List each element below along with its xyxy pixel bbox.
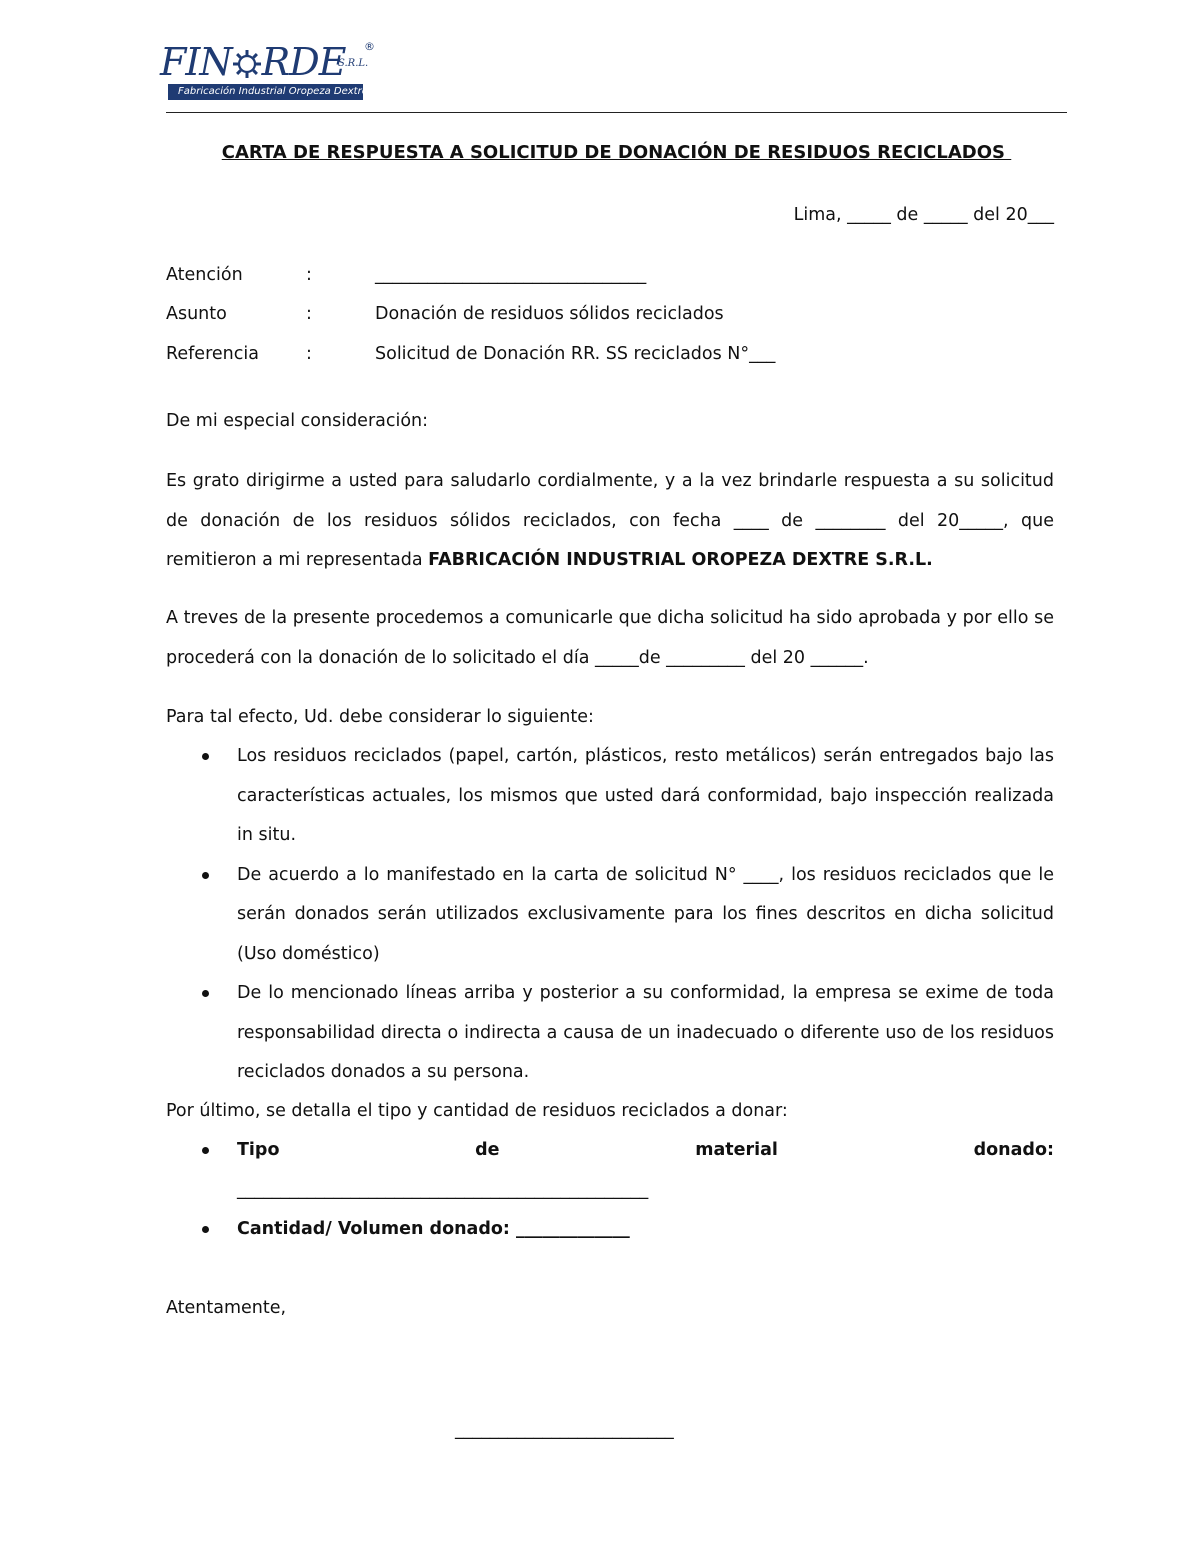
logo-tagline: Fabricación Industrial Oropeza Dextre	[168, 84, 363, 100]
material-list	[166, 1131, 1054, 1250]
meta-colon: :	[306, 265, 312, 285]
meta-label: Atención	[166, 265, 243, 285]
meta-value: Solicitud de Donación RR. SS reciclados N°___	[375, 344, 776, 364]
list-item: Los residuos reciclados (papel, cartón, plásticos, resto metálicos) serán entregados bajo las características actuales, los mismos que usted dará conformidad, bajo inspección realizada in situ.	[166, 737, 1054, 856]
paragraph-considerations: Para tal efecto, Ud. debe considerar lo siguiente:	[166, 707, 594, 727]
registered-mark: ®	[364, 40, 375, 53]
list-item: De lo mencionado líneas arriba y posterior a su conformidad, la empresa se exime de toda responsabilidad directa o indirecta a causa de un inadecuado o diferente uso de los residuos reciclados donados a su persona.	[166, 974, 1054, 1093]
meta-value: Donación de residuos sólidos reciclados	[375, 304, 724, 324]
meta-row-asunto	[166, 304, 1066, 328]
paragraph-approval: A treves de la presente procedemos a comunicarle que dicha solicitud ha sido aprobada y por ello se procederá con la donación de lo solicitado el día _____de _________ del 20 ______.	[166, 608, 1054, 668]
meta-row-atencion	[166, 265, 1066, 289]
greeting: De mi especial consideración:	[166, 411, 429, 431]
logo-text-right: RDE	[261, 40, 346, 84]
meta-row-referencia	[166, 344, 1066, 368]
meta-value: _______________________________	[375, 265, 647, 285]
conditions-list	[166, 737, 1054, 1093]
paragraph-detail: Por último, se detalla el tipo y cantidad de residuos reciclados a donar:	[166, 1101, 788, 1121]
material-word: de	[475, 1140, 500, 1160]
material-word: Tipo	[237, 1140, 280, 1160]
signature-line: _________________________	[455, 1420, 674, 1440]
logo-text-left: FIN	[160, 40, 232, 84]
company-logo	[160, 40, 380, 104]
company-name: FABRICACIÓN INDUSTRIAL OROPEZA DEXTRE S.R.L.	[428, 550, 933, 570]
gear-icon	[232, 49, 262, 79]
material-word: donado:	[973, 1140, 1054, 1160]
logo-wordmark	[160, 40, 345, 84]
list-item: De acuerdo a lo manifestado en la carta de solicitud N° ____, los residuos reciclados que le serán donados serán utilizados exclusivamente para los fines descritos en dicha solicitud (Uso doméstico)	[166, 856, 1054, 975]
list-item-material	[166, 1131, 1054, 1210]
logo-suffix: S.R.L.	[338, 58, 369, 69]
document-title: CARTA DE RESPUESTA A SOLICITUD DE DONACIÓN DE RESIDUOS RECICLADOS	[221, 142, 1012, 163]
material-blank: _______________________________________________	[237, 1179, 649, 1200]
paragraph-intro-text: Es grato dirigirme a usted para saludarlo cordialmente, y a la vez brindarle respuesta a su solicitud de donación de los residuos sólidos reciclados, con fecha ____ de ________ del 20_____, que remitieron a mi representada	[166, 471, 1054, 570]
material-label	[237, 1131, 1054, 1171]
meta-label: Asunto	[166, 304, 227, 324]
meta-colon: :	[306, 344, 312, 364]
header-divider	[166, 112, 1067, 113]
meta-label: Referencia	[166, 344, 259, 364]
material-word: material	[695, 1140, 778, 1160]
date-line: Lima, _____ de _____ del 20___	[793, 205, 1054, 225]
list-item-quantity: Cantidad/ Volumen donado: _____________	[166, 1210, 1054, 1250]
meta-colon: :	[306, 304, 312, 324]
paragraph-intro	[166, 462, 1054, 581]
closing: Atentamente,	[166, 1298, 287, 1318]
